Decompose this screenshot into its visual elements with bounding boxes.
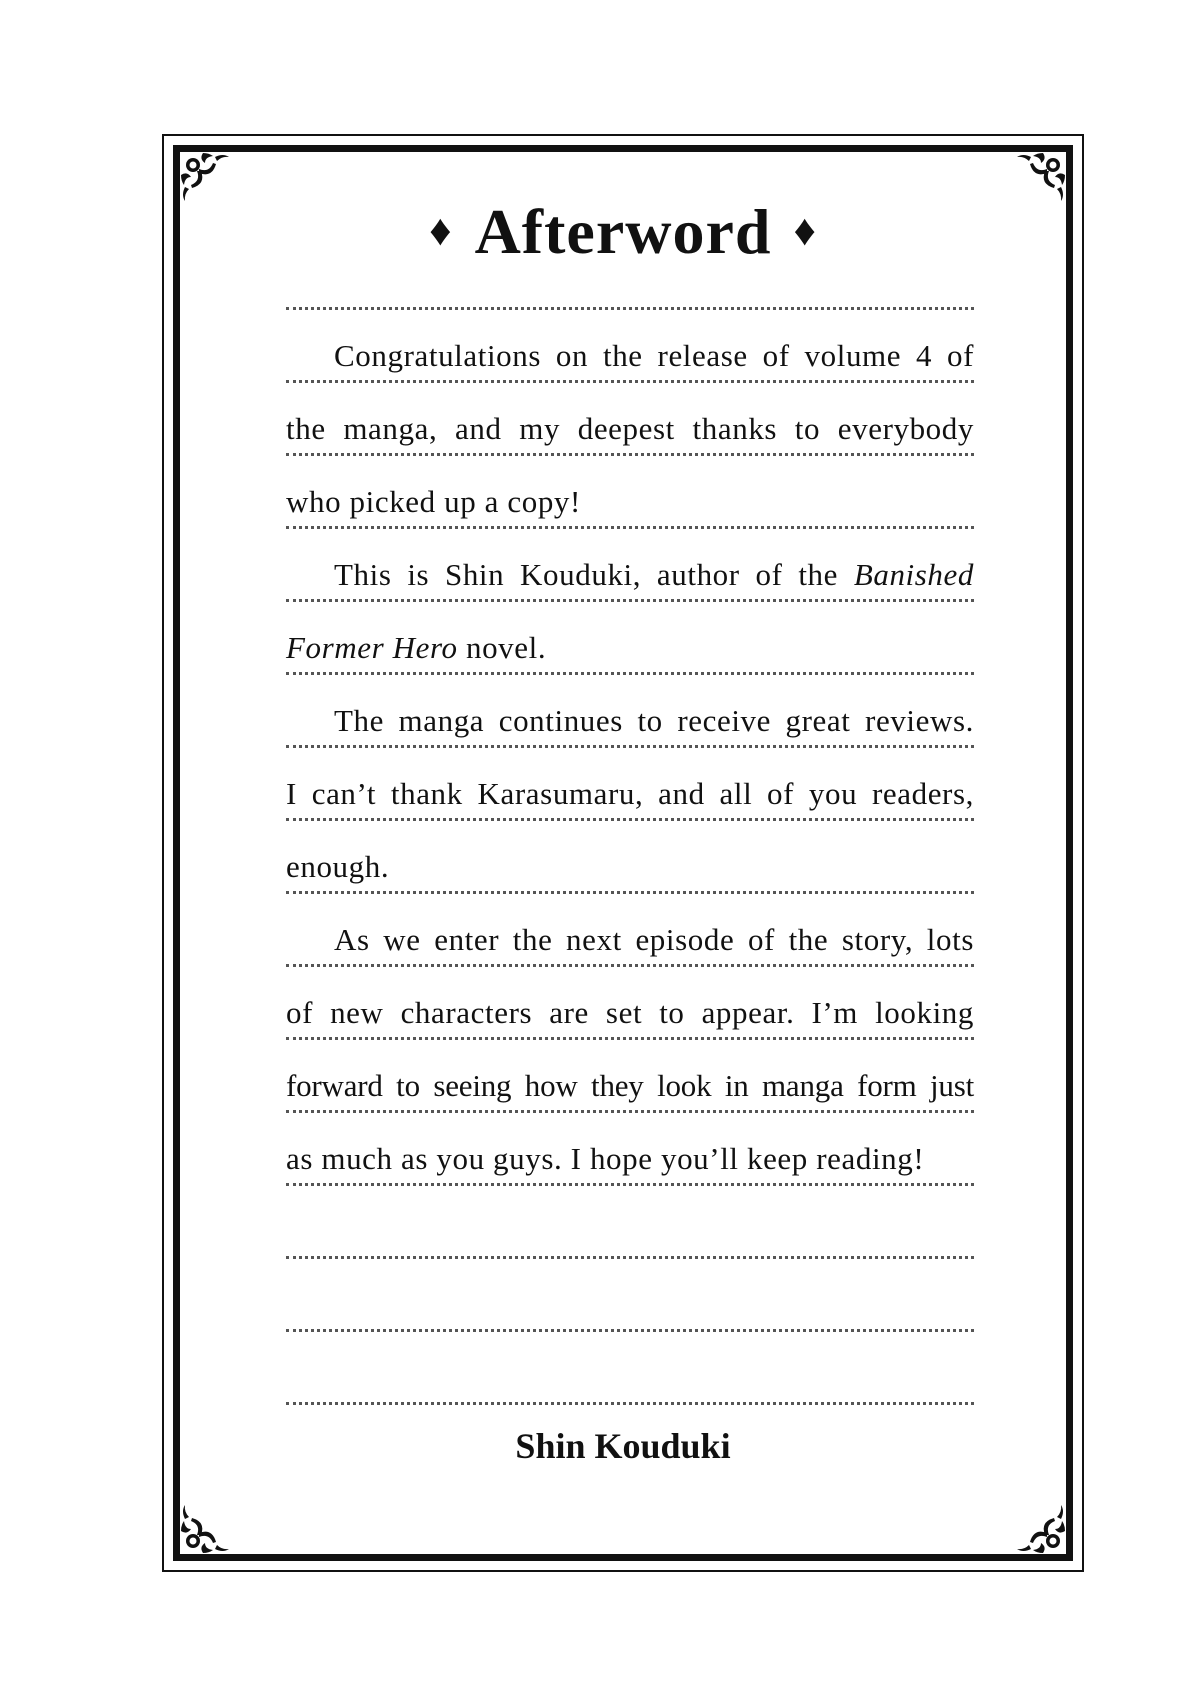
corner-ornament-icon [173, 1495, 239, 1561]
dotted-rule [286, 745, 974, 748]
book-title-italic: Former Hero [286, 630, 458, 665]
text-run: novel. [457, 630, 547, 665]
text-line [286, 555, 974, 595]
text-line: enough. [286, 849, 390, 884]
dotted-rule [286, 891, 974, 894]
text-run: This is Shin Kouduki, author of the [334, 557, 854, 592]
dotted-rule [286, 453, 974, 456]
diamond-icon: ♦ [429, 206, 453, 255]
text-line: as much as you guys. I hope you’ll keep reading! [286, 1141, 925, 1176]
dotted-rule [286, 672, 974, 675]
dotted-rule [286, 380, 974, 383]
dotted-rule [286, 526, 974, 529]
dotted-rule [286, 1329, 974, 1332]
dotted-rule [286, 964, 974, 967]
text-line: of new characters are set to appear. I’m looking [286, 995, 974, 1030]
dotted-rule [286, 1110, 974, 1113]
dotted-rule [286, 1183, 974, 1186]
dotted-rule [286, 1402, 974, 1405]
text-line: I can’t thank Karasumaru, and all of you readers, [286, 776, 974, 811]
text-line: Congratulations on the release of volume 4 of [334, 338, 974, 373]
text-line: As we enter the next episode of the story, lots [334, 922, 974, 957]
text-line [286, 628, 974, 668]
text-line: The manga continues to receive great reviews. [334, 703, 974, 738]
text-line: forward to seeing how they look in manga form just [286, 1068, 974, 1103]
dotted-rule [286, 1256, 974, 1259]
text-line: the manga, and my deepest thanks to everybody [286, 411, 974, 446]
dotted-rule [286, 818, 974, 821]
diamond-icon: ♦ [793, 206, 817, 255]
dotted-rule [286, 599, 974, 602]
book-title-italic: Banished [853, 557, 974, 592]
corner-ornament-icon [1007, 1495, 1073, 1561]
author-signature: Shin Kouduki [515, 1426, 731, 1466]
dotted-rule [286, 1037, 974, 1040]
dotted-rule [286, 307, 974, 310]
title-text: Afterword [474, 196, 772, 267]
text-line: who picked up a copy! [286, 484, 581, 519]
